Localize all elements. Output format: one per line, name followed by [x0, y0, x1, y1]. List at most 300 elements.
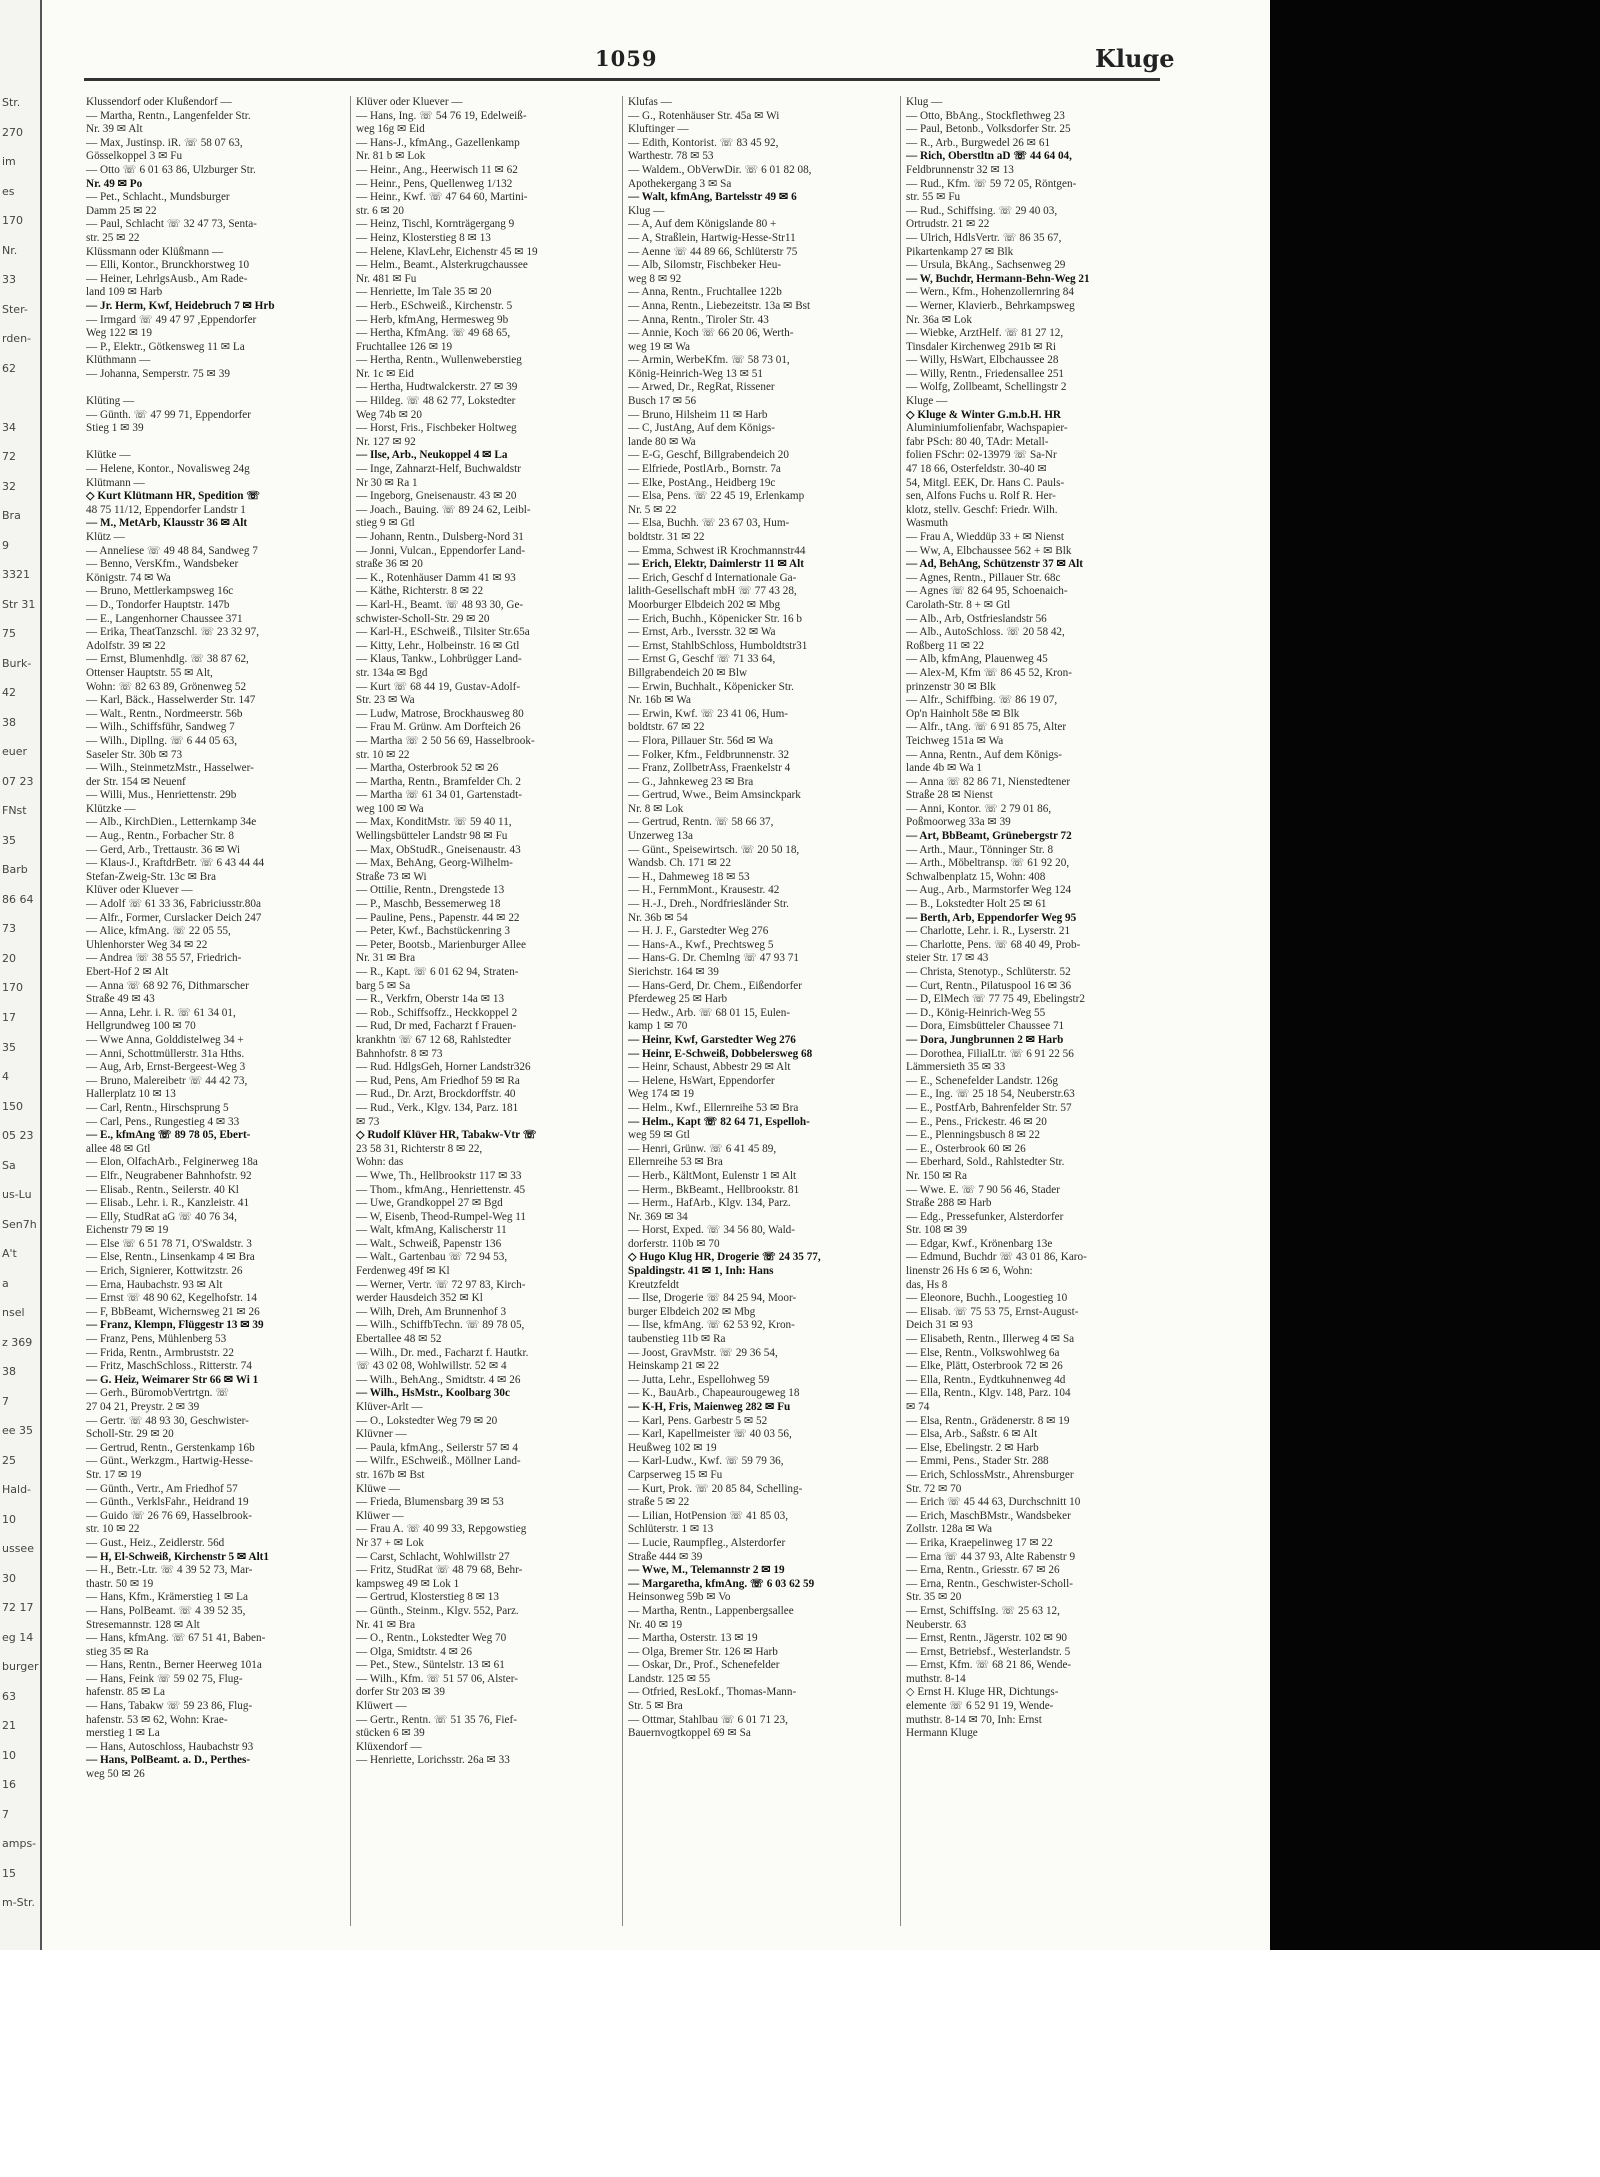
- directory-line: — Erich, Elektr, Daimlerstr 11 ✉ Alt: [628, 558, 804, 571]
- directory-line: — E., Schenefelder Landstr. 126g: [906, 1074, 1058, 1087]
- directory-line: — Ottmar, Stahlbau ☏ 6 01 71 23,: [628, 1713, 788, 1726]
- directory-line: — Wwe Anna, Golddistelweg 34 +: [86, 1033, 244, 1046]
- margin-fragment: 170: [2, 214, 23, 228]
- directory-line: — Rud. HdlgsGeh, Horner Landstr326: [356, 1061, 531, 1074]
- directory-line: Heinskamp 21 ✉ 22: [628, 1360, 720, 1373]
- directory-line: — Christa, Stenotyp., Schlüterstr. 52: [906, 966, 1071, 978]
- directory-line: — Günth., Vertr., Am Friedhof 57: [86, 1482, 238, 1495]
- directory-line: Lämmersieth 35 ✉ 33: [906, 1061, 1006, 1074]
- directory-line: — Folker, Kfm., Feldbrunnenstr. 32: [628, 748, 790, 761]
- directory-line: — Elli, Kontor., Brunckhorstweg 10: [86, 259, 250, 272]
- directory-line: — Wilh., SchiffbTechn. ☏ 89 78 05,: [356, 1319, 525, 1332]
- directory-line: Gösselkoppel 3 ✉ Fu: [86, 150, 183, 163]
- directory-line: — Rud., Verk., Klgv. 134, Parz. 181: [356, 1101, 519, 1114]
- directory-line: — Waldem., ObVerwDir. ☏ 6 01 82 08,: [628, 163, 812, 176]
- directory-line: Carolath-Str. 8 + ✉ Gtl: [906, 598, 1011, 611]
- directory-line: Nr. 481 ✉ Fu: [356, 272, 417, 285]
- directory-line: — Elly, StudRat aG ☏ 40 76 34,: [86, 1210, 237, 1223]
- directory-line: — Joost, GravMstr. ☏ 29 36 54,: [628, 1346, 778, 1359]
- directory-line: — Dora, Jungbrunnen 2 ✉ Harb: [906, 1033, 1064, 1046]
- directory-line: Hallerplatz 10 ✉ 13: [86, 1088, 176, 1101]
- directory-line: — Heinr., Ang., Heerwisch 11 ✉ 62: [356, 163, 518, 176]
- directory-line: — Elisab., Lehr. i. R., Kanzleistr. 41: [86, 1197, 250, 1210]
- margin-fragment: 63: [2, 1689, 16, 1703]
- directory-line: kampsweg 49 ✉ Lok 1: [356, 1577, 460, 1590]
- directory-line: — Flora, Pillauer Str. 56d ✉ Wa: [628, 734, 773, 747]
- directory-line: Kluge —: [906, 395, 948, 408]
- directory-line: der Str. 154 ✉ Neuenf: [86, 775, 186, 788]
- directory-line: — Heinr, E-Schweiß, Dobbelersweg 68: [628, 1047, 813, 1060]
- directory-line: Nr. 81 b ✉ Lok: [356, 150, 426, 163]
- directory-line: — Günth. ☏ 47 99 71, Eppendorfer: [86, 408, 251, 421]
- directory-line: — Wilh., BehAng., Smidtstr. 4 ✉ 26: [356, 1373, 521, 1386]
- directory-line: — E-G, Geschf, Billgrabendeich 20: [628, 449, 789, 462]
- directory-line: — Bruno, Malereibetr ☏ 44 42 73,: [86, 1074, 248, 1087]
- directory-line: — Carl, Rentn., Hirschsprung 5: [86, 1101, 229, 1114]
- directory-line: das, Hs 8: [906, 1278, 948, 1291]
- margin-fragment: Hald-: [2, 1483, 32, 1497]
- directory-line: — Jr. Herm, Kwf, Heidebruch 7 ✉ Hrb: [86, 299, 275, 312]
- directory-line: Damm 25 ✉ 22: [86, 204, 157, 217]
- directory-line: — Rud., Schiffsing. ☏ 29 40 03,: [906, 204, 1058, 217]
- directory-line: — Johanna, Semperstr. 75 ✉ 39: [86, 367, 230, 380]
- margin-fragment: FNst: [2, 804, 27, 818]
- directory-line: — Edmund, Buchdr ☏ 43 01 86, Karo-: [906, 1251, 1087, 1264]
- directory-line: — R., Verkfrn, Oberstr 14a ✉ 13: [356, 993, 505, 1006]
- directory-line: Klüvner —: [356, 1428, 407, 1441]
- margin-fragment: Nr.: [2, 243, 18, 257]
- directory-line: — Klaus, Tankw., Lohbrügger Land-: [356, 653, 522, 666]
- directory-line: Klug —: [906, 96, 943, 108]
- directory-line: — Ernst, Rentn., Jägerstr. 102 ✉ 90: [906, 1632, 1068, 1645]
- directory-line: — Ilse, Drogerie ☏ 84 25 94, Moor-: [628, 1292, 797, 1305]
- directory-line: — Elfriede, PostlArb., Bornstr. 7a: [628, 463, 781, 476]
- margin-fragment: amps-: [2, 1837, 37, 1851]
- directory-line: klotz, stellv. Geschf: Friedr. Wilh.: [906, 503, 1058, 516]
- directory-line: taubenstieg 11b ✉ Ra: [628, 1333, 726, 1346]
- margin-fragment: 72: [2, 450, 16, 464]
- directory-line: hafenstr. 85 ✉ La: [86, 1686, 165, 1699]
- directory-line: — Martha, Osterbrook 52 ✉ 26: [356, 762, 499, 775]
- directory-line: muthstr. 8-14 ✉ 70, Inh: Ernst: [906, 1713, 1042, 1726]
- directory-line: Poßmoorweg 33a ✉ 39: [906, 816, 1011, 829]
- directory-line: weg 16g ✉ Eid: [356, 123, 425, 136]
- directory-line: — Charlotte, Lehr. i. R., Lyserstr. 21: [906, 925, 1071, 938]
- directory-line: weg 19 ✉ Wa: [628, 340, 691, 353]
- directory-line: — Helm., Beamt., Alsterkrugchaussee: [356, 259, 528, 272]
- directory-line: — Adolf ☏ 61 33 36, Fabriciusstr.80a: [86, 898, 261, 911]
- directory-line: merstieg 1 ✉ La: [86, 1727, 160, 1740]
- margin-fragment: ussee: [2, 1542, 34, 1556]
- directory-line: [86, 436, 350, 450]
- directory-line: — Ernst, StahlbSchloss, Humboldtstr31: [628, 639, 808, 652]
- directory-line: — Max, ObStudR., Gneisenaustr. 43: [356, 843, 521, 856]
- directory-line: — Walt., Gartenbau ☏ 72 94 53,: [356, 1251, 508, 1264]
- directory-line: — Alb., KirchDien., Letternkamp 34e: [86, 816, 257, 829]
- directory-line: — Elsa, Arb., Saßstr. 6 ✉ Alt: [906, 1428, 1038, 1441]
- directory-line: — Wilh., Kfm. ☏ 51 57 06, Alster-: [356, 1672, 518, 1685]
- margin-fragment: a: [2, 1276, 9, 1290]
- directory-line: krankhtn ☏ 67 12 68, Rahlstedter: [356, 1033, 512, 1046]
- directory-line: — C, JustAng, Auf dem Königs-: [628, 422, 775, 435]
- directory-line: — Olga, Smidtstr. 4 ✉ 26: [356, 1645, 472, 1658]
- directory-line: Nr. 127 ✉ 92: [356, 435, 416, 448]
- margin-fragment: 32: [2, 479, 16, 493]
- directory-line: — Alb, Silomstr, Fischbeker Heu-: [628, 259, 782, 272]
- margin-fragment: 17: [2, 1011, 16, 1024]
- directory-line: — Max, Justinsp. iR. ☏ 58 07 63,: [86, 136, 243, 149]
- directory-line: — Hertha, Hudtwalckerstr. 27 ✉ 39: [356, 381, 518, 394]
- directory-line: — E., Plenningsbusch 8 ✉ 22: [906, 1129, 1040, 1142]
- directory-line: — Ww, A, Elbchaussee 562 + ✉ Blk: [906, 544, 1072, 557]
- directory-line: — D, ElMech ☏ 77 75 49, Ebelingstr2: [906, 993, 1085, 1006]
- page-number: 1059: [595, 46, 658, 71]
- margin-fragment: 86 64: [2, 892, 34, 906]
- directory-line: — Willi, Mus., Henriettenstr. 29b: [86, 789, 237, 802]
- directory-line: — E., Langenhorner Chaussee 371: [86, 612, 243, 625]
- directory-line: — Erna, Rentn., Geschwister-Scholl-: [906, 1577, 1073, 1590]
- margin-fragment: Ster-: [2, 302, 28, 316]
- directory-line: — Paul, Betonb., Volksdorfer Str. 25: [906, 123, 1071, 136]
- directory-line: — Erwin, Kwf. ☏ 23 41 06, Hum-: [628, 707, 789, 720]
- directory-line: — A, Auf dem Königslande 80 +: [628, 218, 777, 231]
- directory-line: — Erich, Geschf d Internationale Ga-: [628, 571, 797, 584]
- directory-line: — Herm., BkBeamt., Hellbrookstr. 81: [628, 1183, 800, 1196]
- directory-line: — Franz, ZollbetrAss, Fraenkelstr 4: [628, 762, 791, 775]
- directory-line: — G. Heiz, Weimarer Str 66 ✉ Wi 1: [86, 1373, 259, 1386]
- directory-line: — Helene, KlavLehr, Eichenstr 45 ✉ 19: [356, 245, 538, 258]
- directory-line: Landstr. 125 ✉ 55: [628, 1672, 711, 1685]
- margin-fragment: 150: [2, 1099, 23, 1113]
- directory-line: sen, Alfons Fuchs u. Rolf R. Her-: [906, 490, 1056, 503]
- directory-line: — Anni, Schottmüllerstr. 31a Hths.: [86, 1047, 245, 1060]
- directory-line: Weg 174 ✉ 19: [628, 1088, 694, 1101]
- directory-line: — Charlotte, Pens. ☏ 68 40 49, Prob-: [906, 938, 1081, 951]
- directory-line: — K., BauArb., Chapeaurougeweg 18: [628, 1387, 800, 1400]
- directory-line: [86, 381, 350, 395]
- directory-line: — Karl-H., Beamt. ☏ 48 93 30, Ge-: [356, 598, 524, 611]
- directory-line: — Wilh., Dr. med., Facharzt f. Hautkr.: [356, 1346, 529, 1359]
- directory-line: — Ernst, Blumenhdlg. ☏ 38 87 62,: [86, 653, 249, 666]
- directory-line: 47 18 66, Osterfeldstr. 30-40 ✉: [906, 463, 1047, 476]
- directory-line: — Herm., HafArb., Klgv. 134, Parz.: [628, 1197, 791, 1210]
- directory-line: — Werner, Vertr. ☏ 72 97 83, Kirch-: [356, 1278, 526, 1291]
- directory-line: str. 10 ✉ 22: [356, 748, 410, 761]
- directory-line: — H, El-Schweiß, Kirchenstr 5 ✉ Alt1: [86, 1550, 269, 1563]
- directory-line: Weg 74b ✉ 20: [356, 408, 422, 421]
- directory-line: Klützke —: [86, 802, 136, 815]
- margin-fragment: ee 35: [2, 1424, 34, 1438]
- directory-line: — Elsa, Buchh. ☏ 23 67 03, Hum-: [628, 517, 790, 530]
- directory-line: — Aug, Arb, Ernst-Bergeest-Weg 3: [86, 1061, 246, 1074]
- directory-line: — Helene, Kontor., Novalisweg 24g: [86, 463, 250, 476]
- directory-line: — Herb., ESchweiß., Kirchenstr. 5: [356, 299, 513, 312]
- directory-line: — Herb., KältMont, Eulenstr 1 ✉ Alt: [628, 1169, 797, 1182]
- margin-fragment: 42: [2, 686, 16, 700]
- directory-line: Wohn: ☏ 82 63 89, Grönenweg 52: [86, 680, 247, 693]
- directory-line: — Gertrud, Rentn. ☏ 58 66 37,: [628, 816, 774, 829]
- directory-line: — Helm., Kapt ☏ 82 64 71, Espelloh-: [628, 1115, 810, 1128]
- margin-fragment: rden-: [2, 332, 32, 346]
- directory-line: — Günt., Speisewirtsch. ☏ 20 50 18,: [628, 843, 800, 856]
- directory-line: — Ernst G, Geschf ☏ 71 33 64,: [628, 653, 776, 666]
- directory-line: straße 5 ✉ 22: [628, 1496, 690, 1509]
- directory-line: — Alb., AutoSchloss. ☏ 20 58 42,: [906, 626, 1065, 639]
- directory-line: — Erich ☏ 45 44 63, Durchschnitt 10: [906, 1496, 1081, 1509]
- directory-line: ◇ Kurt Klütmann HR, Spedition ☏: [86, 490, 261, 503]
- directory-line: Roßberg 11 ✉ 22: [906, 639, 985, 652]
- directory-line: — Franz, Pens, Mühlenberg 53: [86, 1333, 227, 1346]
- directory-line: — Wern., Kfm., Hohenzollernring 84: [906, 286, 1074, 299]
- directory-line: — O., Lokstedter Weg 79 ✉ 20: [356, 1414, 498, 1427]
- margin-fragment: 3321: [2, 568, 30, 582]
- directory-line: Zollstr. 128a ✉ Wa: [906, 1523, 992, 1536]
- directory-line: — Armin, WerbeKfm. ☏ 58 73 01,: [628, 354, 790, 367]
- margin-fragment: Sa: [2, 1158, 16, 1172]
- directory-line: — Fritz, MaschSchloss., Ritterstr. 74: [86, 1360, 252, 1373]
- directory-line: — Werner, Klavierb., Behrkampsweg: [906, 299, 1075, 312]
- directory-line: — Peter, Kwf., Bachstückenring 3: [356, 925, 510, 938]
- directory-line: — Horst, Exped. ☏ 34 56 80, Wald-: [628, 1224, 796, 1237]
- directory-line: — R., Arb., Burgwedel 26 ✉ 61: [906, 136, 1051, 149]
- directory-line: — Walt., Rentn., Nordmeerstr. 56b: [86, 707, 243, 720]
- directory-line: — Ursula, BkAng., Sachsenweg 29: [906, 259, 1066, 272]
- directory-line: weg 50 ✉ 26: [86, 1768, 145, 1781]
- directory-line: Nr. 36b ✉ 54: [628, 911, 688, 924]
- directory-line: — H. J. F., Garstedter Weg 276: [628, 925, 769, 938]
- directory-line: Deich 31 ✉ 93: [906, 1319, 973, 1332]
- directory-line: Eichenstr 79 ✉ 19: [86, 1224, 169, 1237]
- directory-line: — Pet., Schlacht., Mundsburger: [86, 191, 230, 204]
- directory-line: Klüthmann —: [86, 354, 151, 367]
- directory-line: Uhlenhorster Weg 34 ✉ 22: [86, 938, 208, 951]
- directory-line: Teichweg 151a ✉ Wa: [906, 734, 1004, 747]
- directory-line: — D., König-Heinrich-Weg 55: [906, 1006, 1046, 1019]
- directory-line: Op'n Hainholt 58e ✉ Blk: [906, 707, 1020, 720]
- directory-line: — Willy, Rentn., Friedensallee 251: [906, 367, 1065, 380]
- directory-line: — Heinr, Kwf, Garstedter Weg 276: [628, 1033, 796, 1046]
- margin-fragment: A't: [2, 1247, 17, 1261]
- directory-line: dorfer Str 203 ✉ 39: [356, 1686, 445, 1699]
- directory-line: stücken 6 ✉ 39: [356, 1727, 425, 1740]
- directory-line: Adolfstr. 39 ✉ 22: [86, 639, 166, 652]
- directory-line: str. 134a ✉ Bgd: [356, 666, 428, 679]
- directory-line: — Gertr., Rentn. ☏ 51 35 76, Fief-: [356, 1713, 517, 1726]
- directory-line: — Walt, kfmAng, Bartelsstr 49 ✉ 6: [628, 191, 797, 204]
- directory-line: — P., Elektr., Götkensweg 11 ✉ La: [86, 340, 245, 353]
- directory-line: Klütke —: [86, 449, 131, 462]
- directory-line: Stieg 1 ✉ 39: [86, 422, 144, 435]
- directory-line: — Wwe, Th., Hellbrookstr 117 ✉ 33: [356, 1169, 522, 1182]
- directory-line: — Hertha, KfmAng. ☏ 49 68 65,: [356, 327, 511, 340]
- directory-line: — Rud., Kfm. ☏ 59 72 05, Röntgen-: [906, 177, 1077, 190]
- directory-line: land 109 ✉ Harb: [86, 286, 163, 299]
- directory-line: — Rud, Pens, Am Friedhof 59 ✉ Ra: [356, 1074, 520, 1087]
- directory-line: — Agnes, Rentn., Pillauer Str. 68c: [906, 571, 1061, 584]
- directory-line: — Anna ☏ 68 92 76, Dithmarscher: [86, 979, 249, 992]
- directory-line: — Elsa, Pens. ☏ 22 45 19, Erlenkamp: [628, 490, 805, 503]
- margin-fragment: 20: [2, 951, 16, 965]
- directory-line: Klüwer —: [356, 1509, 404, 1522]
- directory-line: — Hertha, Rentn., Wullenweberstieg: [356, 354, 522, 367]
- directory-line: Klug —: [628, 204, 665, 217]
- directory-line: — Art, BbBeamt, Grünebergstr 72: [906, 830, 1072, 843]
- margin-fragment: euer: [2, 745, 28, 759]
- directory-line: — Alfr., Schiffbing. ☏ 86 19 07,: [906, 694, 1058, 707]
- directory-line: — Eberhard, Sold., Rahlstedter Str.: [906, 1156, 1065, 1169]
- directory-line: — Rob., Schiffsoffz., Heckkoppel 2: [356, 1006, 518, 1019]
- directory-line: lande 4b ✉ Wa 1: [906, 762, 982, 775]
- directory-line: — Ernst, Betriebsf., Westerlandstr. 5: [906, 1645, 1071, 1658]
- margin-fragment: 21: [2, 1719, 16, 1733]
- directory-line: Str. 17 ✉ 19: [86, 1468, 142, 1481]
- directory-line: — Erich, SchlossMstr., Ahrensburger: [906, 1468, 1074, 1481]
- directory-line: Str. 35 ✉ 20: [906, 1591, 962, 1604]
- directory-line: — W, Buchdr, Hermann-Behn-Weg 21: [906, 272, 1090, 285]
- directory-line: Ortrudstr. 21 ✉ 22: [906, 218, 990, 231]
- column-divider: [622, 96, 623, 1926]
- directory-line: — Otto ☏ 6 01 63 86, Ulzburger Str.: [86, 163, 256, 176]
- directory-line: — O., Rentn., Lokstedter Weg 70: [356, 1632, 507, 1645]
- directory-line: — Anna, Rentn., Liebezeitstr. 13a ✉ Bst: [628, 299, 811, 312]
- directory-line: barg 5 ✉ Sa: [356, 979, 411, 992]
- directory-line: Tinsdaler Kirchenweg 291b ✉ Ri: [906, 340, 1057, 353]
- directory-line: elemente ☏ 6 52 91 19, Wende-: [906, 1700, 1054, 1713]
- directory-column-2: [356, 96, 620, 1768]
- directory-line: — Frau M. Grünw. Am Dorfteich 26: [356, 721, 521, 734]
- directory-line: — Heinr., Kwf. ☏ 47 64 60, Martini-: [356, 191, 528, 204]
- directory-line: — Erika, Kraepelinweg 17 ✉ 22: [906, 1536, 1053, 1549]
- directory-line: — Anni, Kontor. ☏ 2 79 01 86,: [906, 802, 1052, 815]
- directory-line: — Elfr., Neugrabener Bahnhofstr. 92: [86, 1169, 252, 1182]
- directory-line: 27 04 21, Preystr. 2 ✉ 39: [86, 1401, 200, 1413]
- directory-line: — Ernst, Kfm. ☏ 68 21 86, Wende-: [906, 1659, 1072, 1672]
- directory-line: — Käthe, Richterstr. 8 ✉ 22: [356, 585, 484, 598]
- directory-line: — Else, Rentn., Linsenkamp 4 ✉ Bra: [86, 1251, 255, 1264]
- directory-column-3: [628, 96, 892, 1741]
- directory-line: — Gust., Heiz., Zeidlerstr. 56d: [86, 1536, 225, 1549]
- directory-line: burger Elbdeich 202 ✉ Mbg: [628, 1305, 756, 1318]
- directory-line: Klüver-Arlt —: [356, 1401, 423, 1413]
- directory-line: — Ludw, Matrose, Brockhausweg 80: [356, 707, 524, 720]
- directory-line: Apothekergang 3 ✉ Sa: [628, 177, 732, 190]
- directory-line: — Martha ☏ 2 50 56 69, Hasselbrook-: [356, 734, 535, 747]
- directory-line: Klütmann —: [86, 476, 145, 489]
- directory-line: Nr. 31 ✉ Bra: [356, 952, 416, 965]
- directory-line: — Anna, Rentn., Tiroler Str. 43: [628, 313, 769, 326]
- directory-line: ◇ Ernst H. Kluge HR, Dichtungs-: [906, 1686, 1059, 1699]
- directory-line: Straße 444 ✉ 39: [628, 1550, 703, 1563]
- directory-line: — Arwed, Dr., RegRat, Rissener: [628, 381, 775, 394]
- directory-line: — Aug., Rentn., Forbacher Str. 8: [86, 830, 234, 843]
- margin-fragment: 73: [2, 922, 16, 936]
- directory-line: str. 6 ✉ 20: [356, 204, 404, 217]
- directory-line: — Alb, kfmAng, Plauenweg 45: [906, 653, 1048, 666]
- directory-line: — Elsa, Rentn., Grädenerstr. 8 ✉ 19: [906, 1414, 1070, 1427]
- directory-line: — Oskar, Dr., Prof., Schenefelder: [628, 1659, 780, 1672]
- margin-fragment: 4: [2, 1070, 9, 1084]
- directory-line: — Dora, Eimsbütteler Chaussee 71: [906, 1020, 1065, 1033]
- directory-line: — Heinz, Klosterstieg 8 ✉ 13: [356, 231, 491, 244]
- directory-line: — Elisab. ☏ 75 53 75, Ernst-August-: [906, 1305, 1079, 1318]
- directory-line: Ellernreihe 53 ✉ Bra: [628, 1156, 723, 1169]
- directory-line: Ebert-Hof 2 ✉ Alt: [86, 966, 169, 978]
- directory-line: — Heinz, Tischl, Kornträgergang 9: [356, 218, 515, 231]
- directory-line: — Elisab., Rentn., Seilerstr. 40 Kl: [86, 1183, 239, 1196]
- directory-line: — Erika, TheatTanzschl. ☏ 23 32 97,: [86, 626, 260, 639]
- directory-line: Klussendorf oder Klußendorf —: [86, 96, 232, 108]
- directory-line: — Ernst ☏ 48 90 62, Kegelhofstr. 14: [86, 1292, 257, 1305]
- margin-fragment: 38: [2, 1365, 16, 1379]
- directory-line: — Helm., Kwf., Ellernreihe 53 ✉ Bra: [628, 1101, 799, 1114]
- directory-line: Str. 108 ✉ 39: [906, 1224, 967, 1237]
- directory-line: — Martha, Rentn., Lappenbergsallee: [628, 1604, 794, 1617]
- directory-line: — Wilh., SteinmetzMstr., Hasselwer-: [86, 762, 254, 775]
- directory-line: ◇ Kluge & Winter G.m.b.H. HR: [906, 408, 1061, 421]
- directory-line: str. 10 ✉ 22: [86, 1523, 140, 1536]
- directory-line: Str. 23 ✉ Wa: [356, 694, 415, 707]
- directory-line: — Gerd, Arb., Trettaustr. 36 ✉ Wi: [86, 843, 241, 856]
- directory-line: — Wilfr., ESchweiß., Möllner Land-: [356, 1455, 521, 1468]
- directory-line: — Alfr., Former, Curslacker Deich 247: [86, 911, 262, 924]
- directory-line: — Wwe. E. ☏ 7 90 56 46, Stader: [906, 1183, 1060, 1196]
- directory-line: weg 59 ✉ Gtl: [628, 1129, 690, 1142]
- directory-line: — Alice, kfmAng. ☏ 22 05 55,: [86, 925, 231, 938]
- directory-line: — Inge, Zahnarzt-Helf, Buchwaldstr: [356, 463, 521, 476]
- directory-line: — Ella, Rentn., Eydtkuhnenweg 4d: [906, 1373, 1066, 1386]
- directory-line: Saseler Str. 30b ✉ 73: [86, 748, 183, 761]
- directory-line: Stresemannstr. 128 ✉ Alt: [86, 1618, 200, 1631]
- directory-line: — Else ☏ 6 51 78 71, O'Swaldstr. 3: [86, 1237, 252, 1250]
- directory-line: — Annie, Koch ☏ 66 20 06, Werth-: [628, 327, 794, 340]
- directory-line: weg 8 ✉ 92: [628, 272, 682, 285]
- directory-line: Schwalbenplatz 15, Wohn: 408: [906, 870, 1046, 883]
- margin-fragment: 270: [2, 125, 23, 139]
- directory-line: — Berth, Arb, Eppendorfer Weg 95: [906, 911, 1077, 924]
- directory-line: Str. 72 ✉ 70: [906, 1482, 962, 1495]
- directory-line: boldtstr. 67 ✉ 22: [628, 721, 705, 734]
- directory-line: Nr. 41 ✉ Bra: [356, 1618, 416, 1631]
- directory-line: — Ilse, kfmAng. ☏ 62 53 92, Kron-: [628, 1319, 795, 1332]
- directory-line: Sierichstr. 164 ✉ 39: [628, 966, 719, 978]
- directory-line: — Hans, Ing. ☏ 54 76 19, Edelweiß-: [356, 109, 527, 122]
- directory-line: — Erich, Buchh., Köpenicker Str. 16 b: [628, 612, 802, 625]
- directory-line: — Karl, Bäck., Hasselwerder Str. 147: [86, 694, 256, 707]
- directory-line: — Erwin, Buchhalt., Köpenicker Str.: [628, 680, 794, 693]
- directory-line: — Johann, Rentn., Dulsberg-Nord 31: [356, 531, 524, 543]
- directory-line: Feldbrunnenstr 32 ✉ 13: [906, 163, 1014, 176]
- directory-line: — Agnes ☏ 82 64 95, Schoenaich-: [906, 585, 1068, 598]
- directory-line: Weg 122 ✉ 19: [86, 327, 152, 340]
- directory-line: — Ad, BehAng, Schützenstr 37 ✉ Alt: [906, 558, 1083, 571]
- margin-fragment: Str 31: [2, 597, 36, 611]
- directory-line: Nr 37 + ✉ Lok: [356, 1536, 424, 1549]
- margin-fragment: 170: [2, 981, 23, 995]
- directory-line: Neuberstr. 63: [906, 1618, 967, 1631]
- directory-line: Kreutzfeldt: [628, 1278, 679, 1291]
- directory-line: — Erna, Rentn., Griesstr. 67 ✉ 26: [906, 1564, 1060, 1577]
- margin-fragment: 72 17: [2, 1601, 34, 1615]
- directory-line: — Alb., Arb, Ostfrieslandstr 56: [906, 612, 1047, 625]
- directory-line: — Ingeborg, Gneisenaustr. 43 ✉ 20: [356, 490, 517, 503]
- directory-line: fabr PSch: 80 40, TAdr: Metall-: [906, 435, 1049, 448]
- directory-line: — Anneliese ☏ 49 48 84, Sandweg 7: [86, 544, 258, 557]
- directory-line: — Max, BehAng, Georg-Wilhelm-: [356, 857, 513, 870]
- directory-line: Wasmuth: [906, 517, 948, 530]
- margin-fragment: 75: [2, 627, 16, 641]
- directory-line: weg 100 ✉ Wa: [356, 802, 424, 815]
- directory-line: — Thom., kfmAng., Henriettenstr. 45: [356, 1183, 526, 1196]
